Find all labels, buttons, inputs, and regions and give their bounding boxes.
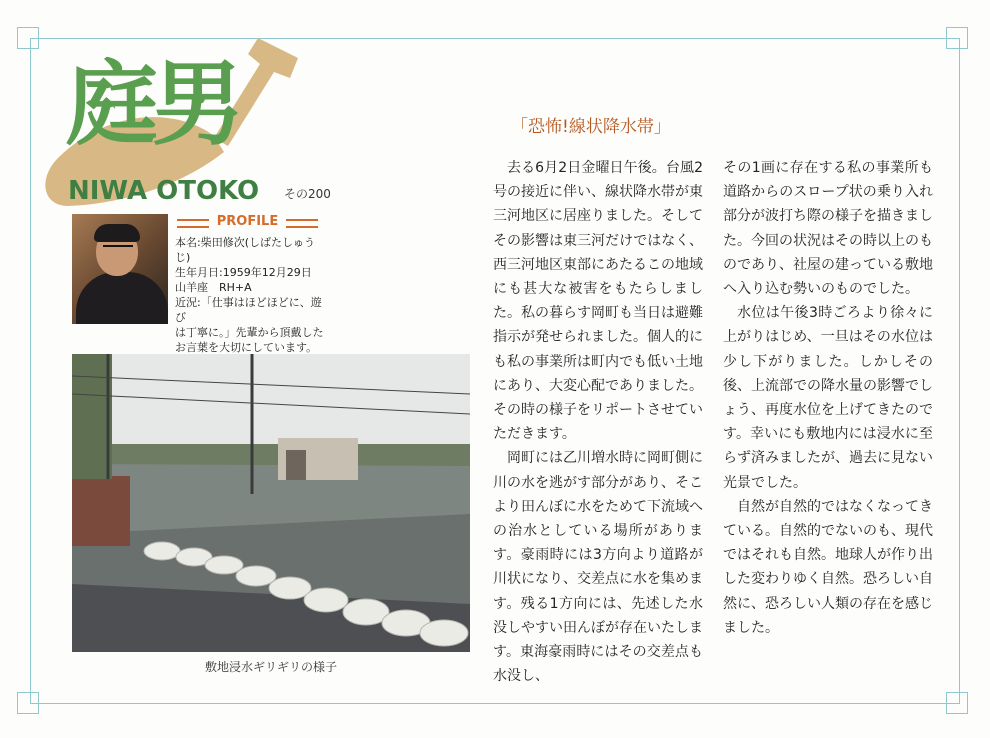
profile-recent-1: 近況:「仕事はほどほどに、遊び	[175, 296, 322, 324]
profile-birth: 生年月日:1959年12月29日	[175, 266, 312, 279]
logo-romaji: NIWA OTOKO	[68, 176, 260, 206]
article-title: 「恐怖!線状降水帯」	[511, 117, 671, 137]
issue-number: その200	[284, 187, 331, 201]
logo-kanji: 庭男	[66, 50, 239, 158]
profile-recent-2: は丁寧に。」先輩から頂戴した	[175, 326, 324, 339]
profile-recent-3: お言葉を大切にしています。	[175, 341, 318, 354]
article-paragraph: その1画に存在する私の事業所も道路からのスロープ状の乗り入れ部分が波打ち際の様子を描きました。今回の状況はその時以上のものであり、社屋の建っている敷地へ入り込む勢いのものでした。	[723, 160, 933, 298]
article-paragraph: 自然が自然的ではなくなってきている。自然的でないのも、現代ではそれも自然。地球人が作り出した変わりゆく自然。恐ろしい自然に、恐ろしい人類の存在を感じました。	[723, 498, 933, 636]
corner-mark-top-right	[946, 27, 968, 49]
article-column-1	[493, 156, 703, 688]
profile-sign: 山羊座 RH+A	[175, 281, 252, 294]
author-photo	[72, 214, 168, 324]
profile-details	[175, 235, 325, 355]
article-paragraph: 岡町には乙川増水時に岡町側に川の水を逃がす部分があり、そこより田んぼに水をためて下流域への治水としている場所があります。豪雨時には3方向より道路が川状になり、交差点に水を集めます。残る1方向には、先述した水没しやすい田んぼが存在いたします。東海豪雨時にはその交差点も水没し、	[493, 450, 703, 685]
corner-mark-bottom-left	[17, 692, 39, 714]
article-paragraph: 去る6月2日金曜日午後。台風2号の接近に伴い、線状降水帯が東三河地区に居座りました。そしてその影響は東三河だけではなく、西三河地区東部にあたるこの地域にも甚大な被害をもたらしました。私の暮らす岡町も当日は避難指示が発せられました。個人的にも私の事業所は町内でも低い土地にあり、大変心配でありました。その時の様子をリポートさせていただきます。	[493, 160, 703, 443]
article-paragraph: 水位は午後3時ごろより徐々に上がりはじめ、一旦はその水位は少し下がりました。しかしその後、上流部での降水量の影響でしょう、再度水位を上げてきたのです。幸いにも敷地内には浸水に至らず済みましたが、過去に見ない光景でした。	[723, 305, 933, 491]
article-column-2	[723, 156, 933, 640]
flood-photo	[72, 354, 470, 652]
corner-mark-bottom-right	[946, 692, 968, 714]
profile-title: PROFILE	[175, 214, 320, 232]
profile-name: 本名:柴田修次(しばたしゅうじ)	[175, 236, 315, 264]
photo-caption: 敷地浸水ギリギリの様子	[204, 660, 337, 674]
